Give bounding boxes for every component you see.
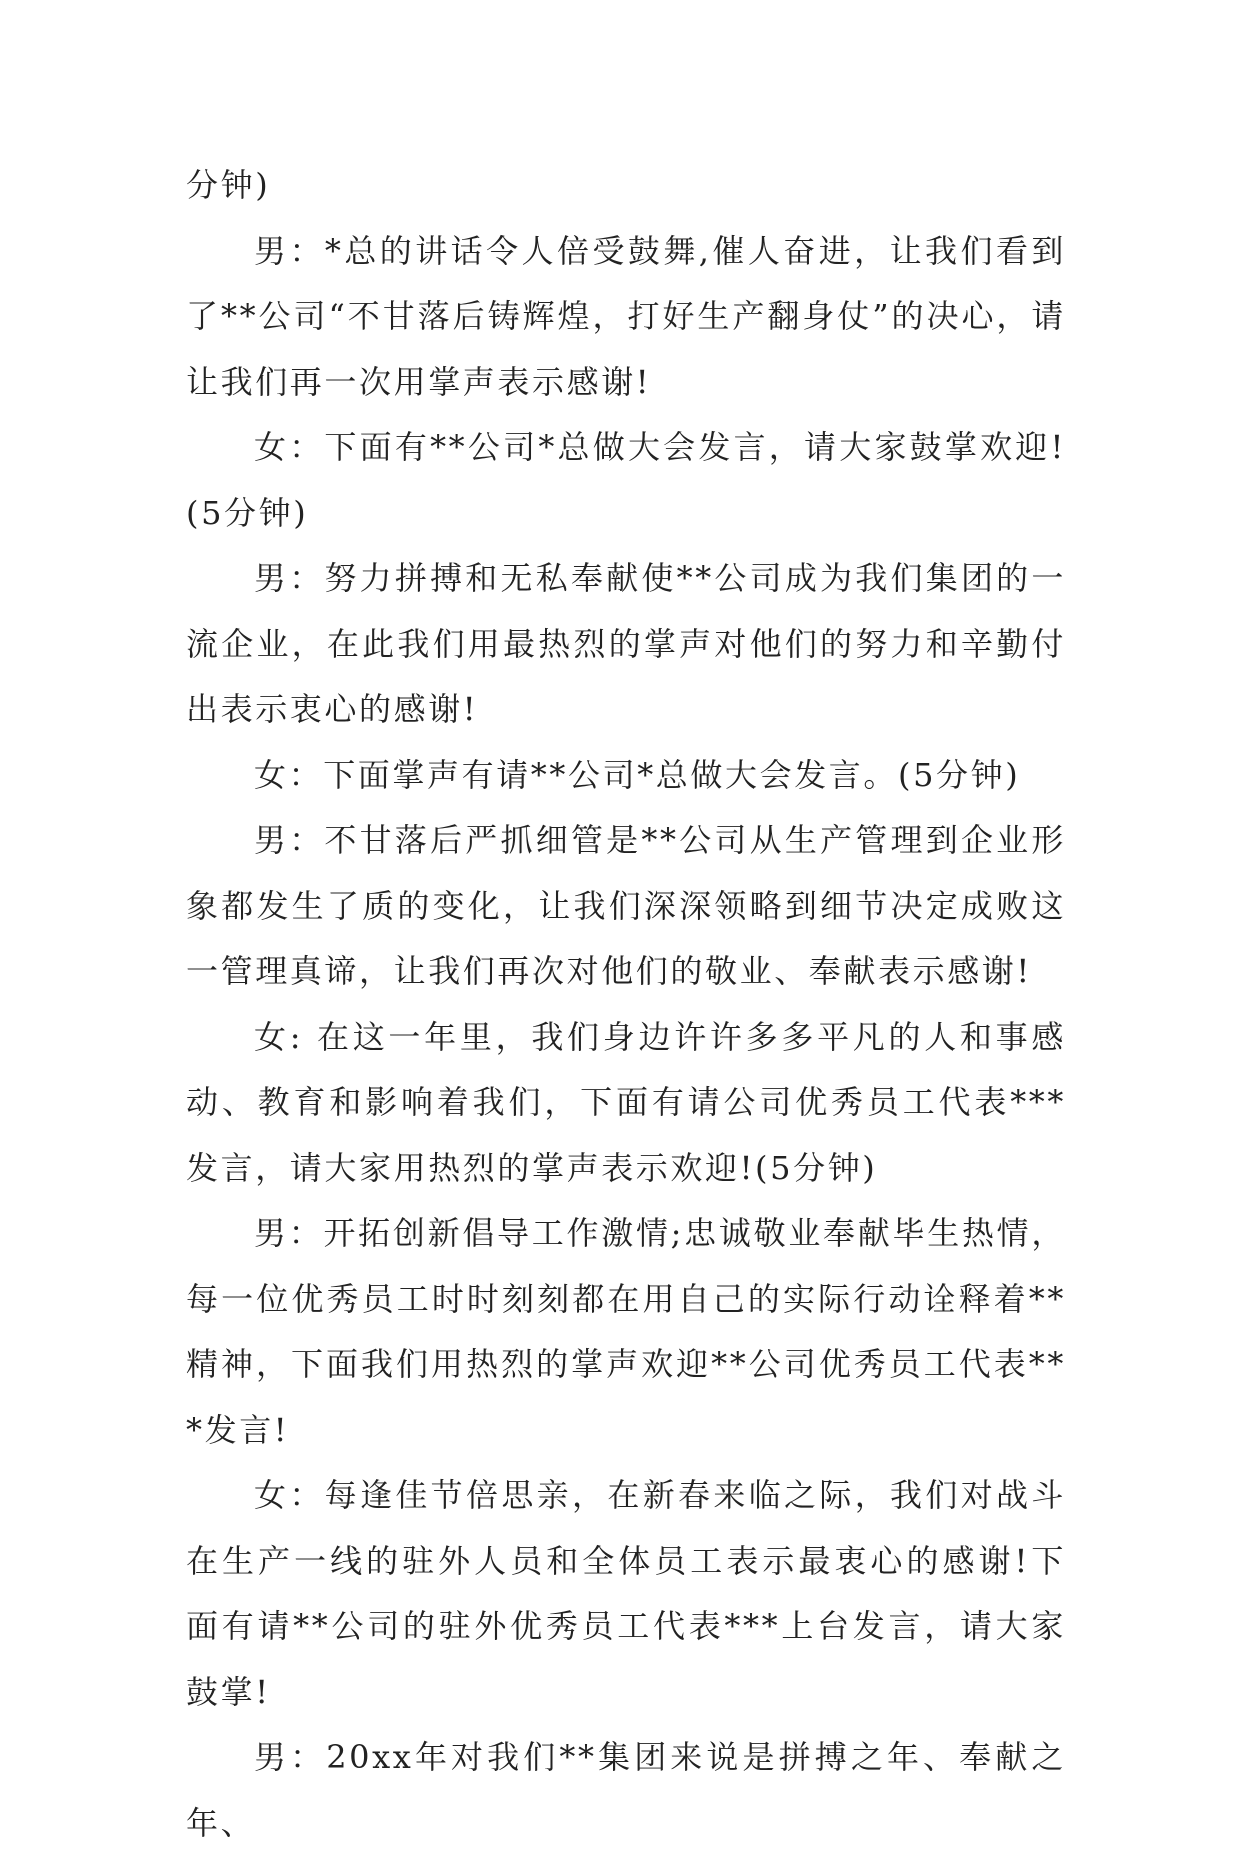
paragraph: 女：下面掌声有请**公司*总做大会发言。(5分钟) xyxy=(254,755,1021,794)
paragraph: 女: 在这一年里，我们身边许许多多平凡的人和事感动、教育和影响着我们，下面有请公司优秀员工代表***发言，请大家用热烈的掌声表示欢迎!(5分钟) xyxy=(186,1017,1066,1187)
paragraph: 男：20xx年对我们**集团来说是拼搏之年、奉献之年、 xyxy=(186,1738,1066,1842)
document-body xyxy=(186,153,1066,1856)
paragraph: 男：*总的讲话令人倍受鼓舞,催人奋进，让我们看到了**公司“不甘落后铸辉煌，打好生产翻身仗”的决心，请让我们再一次用掌声表示感谢! xyxy=(186,231,1066,401)
paragraph: 女：下面有**公司*总做大会发言，请大家鼓掌欢迎!(5分钟) xyxy=(186,428,1066,532)
paragraph: 男：开拓创新倡导工作激情;忠诚敬业奉献毕生热情，每一位优秀员工时时刻刻都在用自己的实际行动诠释着**精神，下面我们用热烈的掌声欢迎**公司优秀员工代表***发言! xyxy=(186,1214,1066,1449)
paragraph: 分钟) xyxy=(186,166,271,204)
paragraph: 女：每逢佳节倍思亲，在新春来临之际，我们对战斗在生产一线的驻外人员和全体员工表示最衷心的感谢!下面有请**公司的驻外优秀员工代表***上台发言，请大家鼓掌! xyxy=(186,1476,1066,1711)
paragraph: 男：努力拼搏和无私奉献使**公司成为我们集团的一流企业，在此我们用最热烈的掌声对他们的努力和辛勤付出表示衷心的感谢! xyxy=(186,559,1066,728)
paragraph: 男：不甘落后严抓细管是**公司从生产管理到企业形象都发生了质的变化，让我们深深领略到细节决定成败这一管理真谛，让我们再次对他们的敬业、奉献表示感谢! xyxy=(186,821,1066,990)
